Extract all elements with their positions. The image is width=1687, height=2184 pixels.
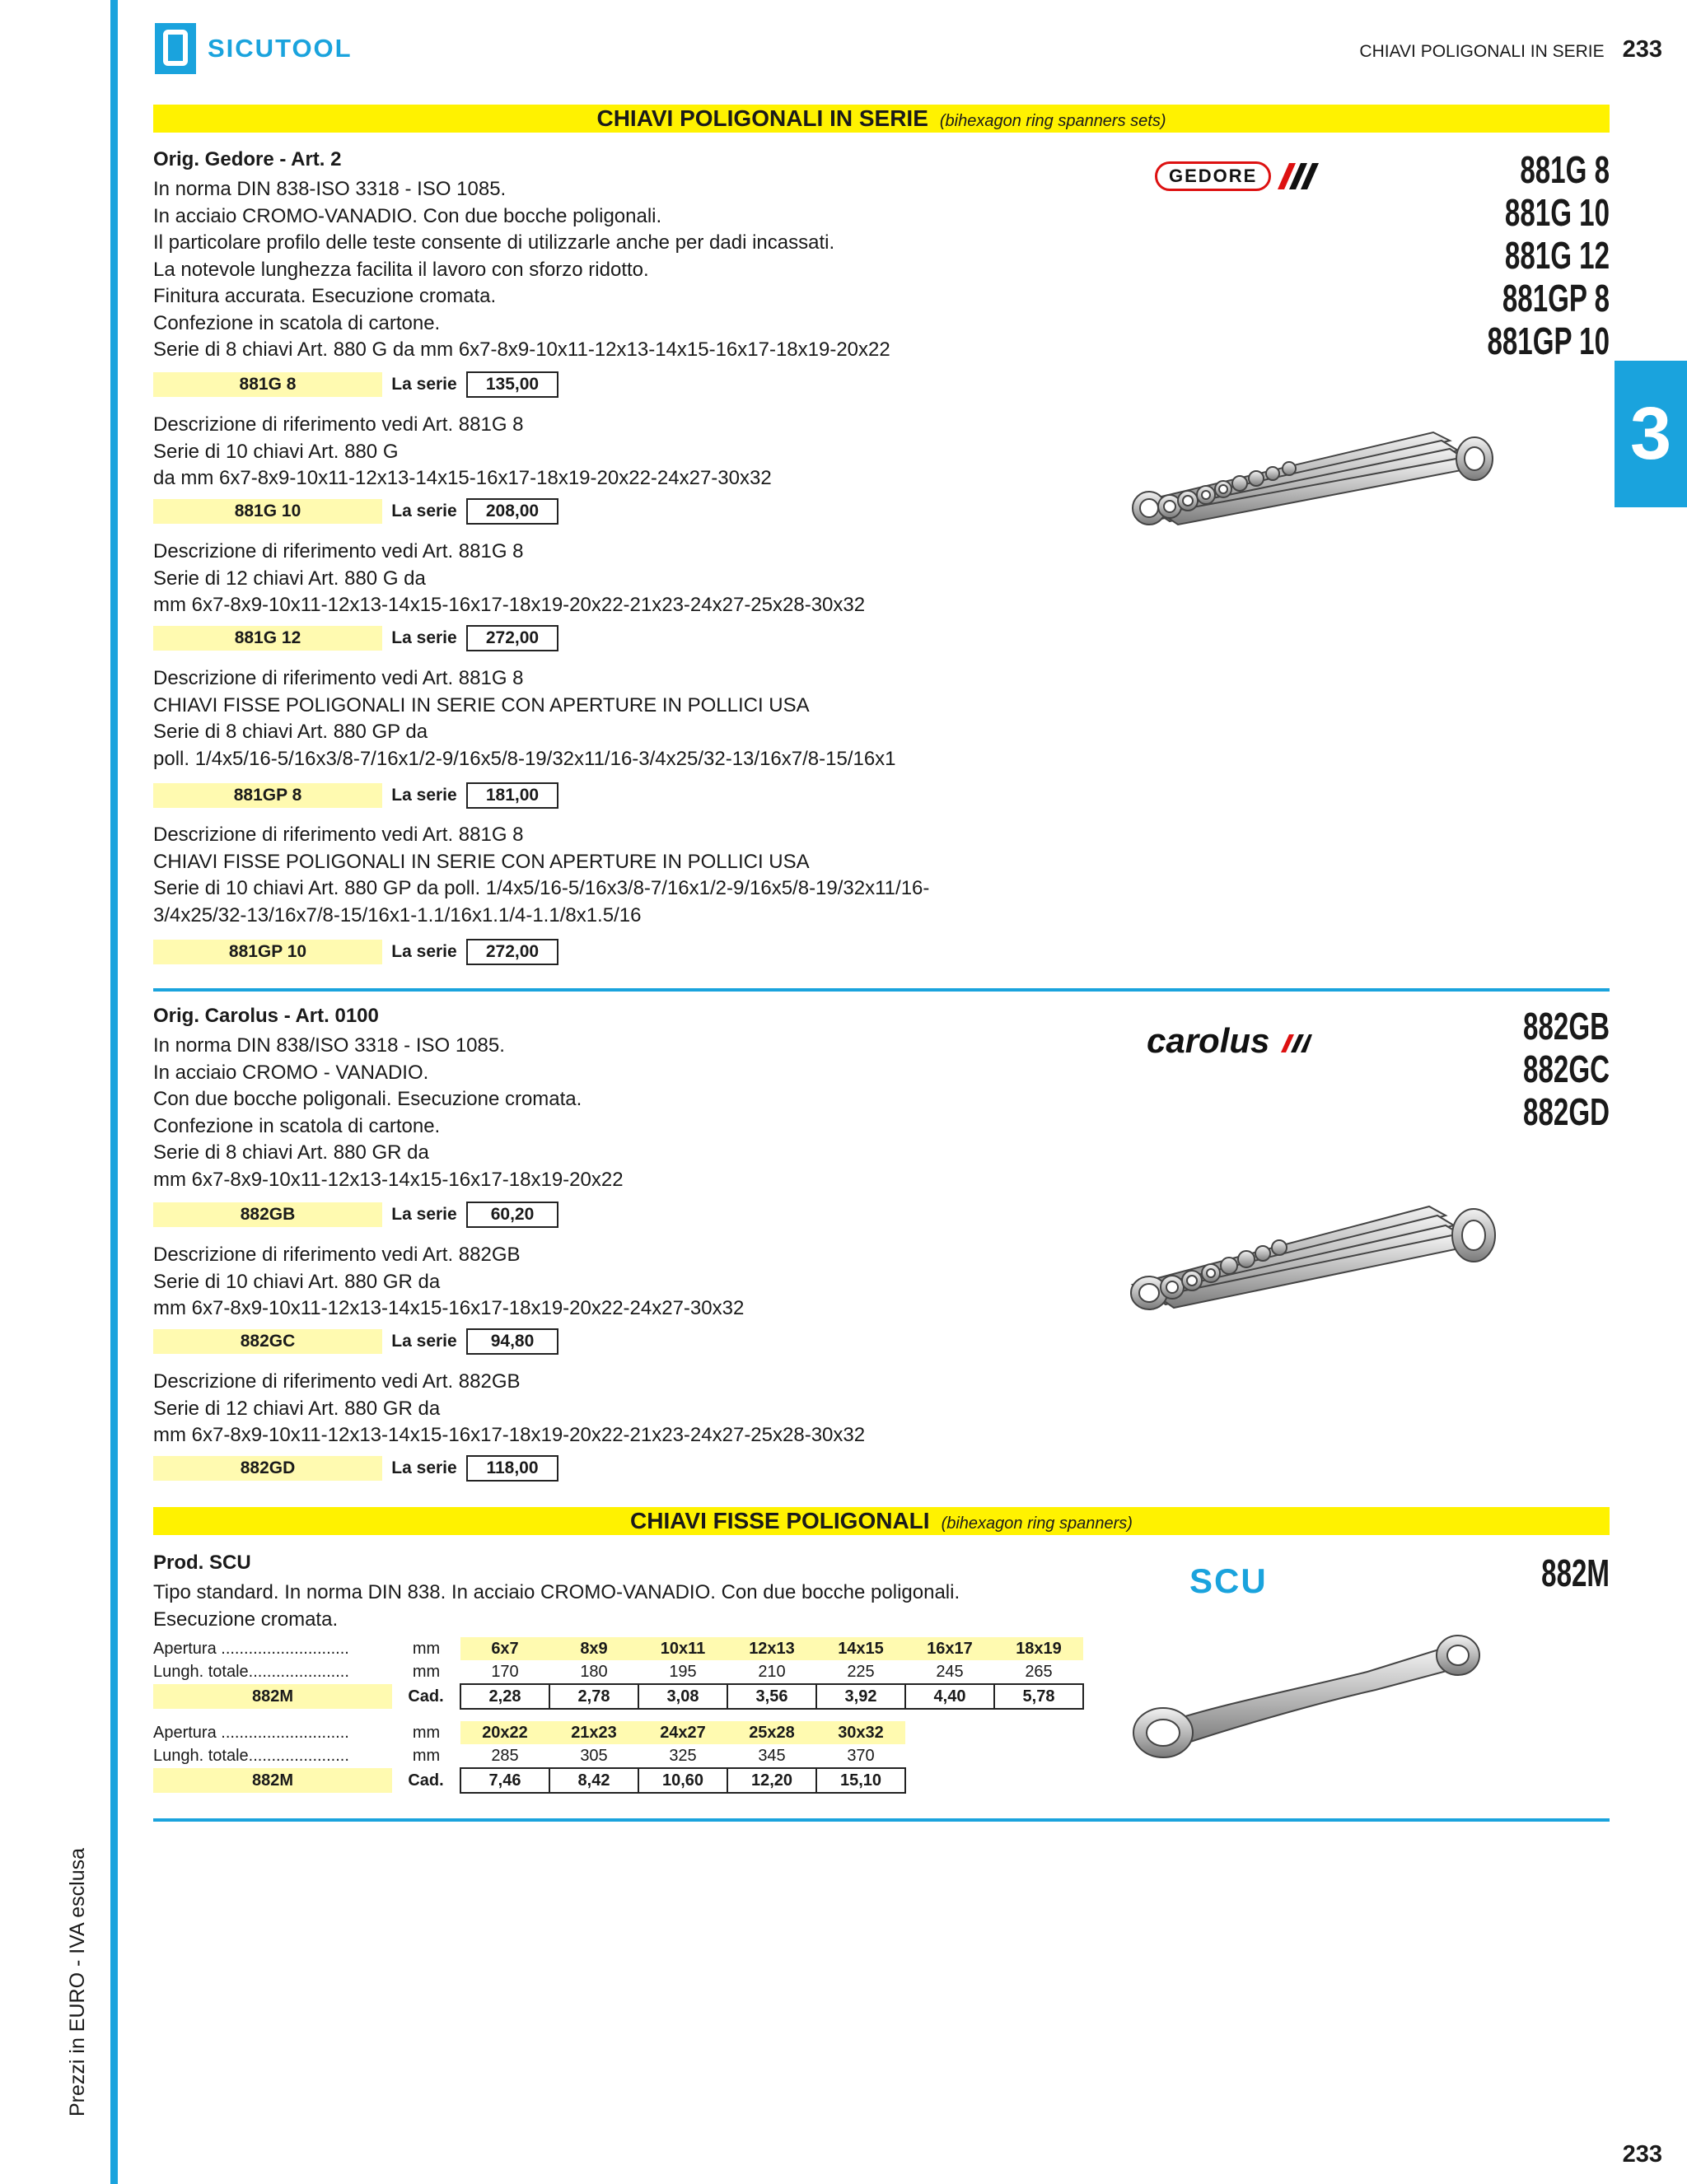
item-description — [153, 665, 896, 772]
desc-line: Serie di 12 chiavi Art. 880 GR da — [153, 1397, 441, 1420]
desc-line: Descrizione di riferimento vedi Art. 882GB — [153, 1370, 521, 1393]
price-label: La serie — [391, 1458, 457, 1477]
size-cell: 16x17 — [905, 1637, 994, 1660]
desc-line: Descrizione di riferimento vedi Art. 882GB — [153, 1244, 521, 1266]
desc-line: poll. 1/4x5/16-5/16x3/8-7/16x1/2-9/16x5/8-19/32x11/16-3/4x25/32-13/16x7/8-15/16x1 — [153, 747, 896, 770]
brand-name: SICUTOOL — [208, 34, 353, 63]
price-label: La serie — [391, 786, 457, 805]
section-tab[interactable]: 3 — [1615, 361, 1687, 507]
price-value: 94,80 — [466, 1328, 558, 1355]
carolus-code-list — [1395, 1005, 1610, 1133]
desc-line: Esecuzione cromata. — [153, 1608, 339, 1631]
product-code: 881G 12 — [1504, 234, 1610, 277]
size-cell: 10x11 — [638, 1637, 727, 1660]
desc-line: Serie di 10 chiavi Art. 880 GR da — [153, 1270, 441, 1293]
row-code[interactable]: 882M — [153, 1684, 392, 1709]
price-value: 272,00 — [466, 625, 558, 651]
article-code[interactable]: 881G 10 — [153, 499, 382, 524]
price-cell: 8,42 — [549, 1768, 638, 1793]
desc-line: mm 6x7-8x9-10x11-12x13-14x15-16x17-18x19-20x22 — [153, 1168, 624, 1191]
size-cell: 14x15 — [816, 1637, 905, 1660]
desc-line: da mm 6x7-8x9-10x11-12x13-14x15-16x17-18x19-20x22-24x27-30x32 — [153, 467, 772, 489]
price-label: La serie — [391, 942, 457, 961]
section-bar-single — [153, 1507, 1610, 1535]
item-description — [153, 539, 865, 619]
item-description — [153, 412, 772, 492]
price-row — [153, 1456, 558, 1481]
desc-line: mm 6x7-8x9-10x11-12x13-14x15-16x17-18x19-20x22-21x23-24x27-25x28-30x32 — [153, 1424, 866, 1446]
article-code[interactable]: 882GC — [153, 1329, 382, 1354]
desc-line: In acciaio CROMO-VANADIO. Con due bocche poligonali. — [153, 204, 662, 227]
product-code: 881GP 10 — [1487, 320, 1610, 362]
price-row — [153, 783, 558, 808]
article-code[interactable]: 882GD — [153, 1456, 382, 1481]
price-cell: 3,08 — [638, 1684, 727, 1709]
article-code[interactable]: 882GB — [153, 1202, 382, 1227]
section-subtitle: (bihexagon ring spanners) — [941, 1514, 1133, 1533]
price-cell: 7,46 — [460, 1768, 549, 1793]
size-cell: 12x13 — [727, 1637, 816, 1660]
scu-spanner-image — [1120, 1622, 1499, 1771]
table-row — [153, 1721, 905, 1744]
table-row — [153, 1660, 1083, 1684]
price-value: 272,00 — [466, 939, 558, 965]
table-row — [153, 1744, 905, 1768]
length-cell: 195 — [669, 1662, 697, 1681]
price-row — [153, 626, 558, 651]
carolus-heading: Orig. Carolus - Art. 0100 — [153, 1005, 379, 1027]
size-cell: 6x7 — [460, 1637, 549, 1660]
product-code: 882GD — [1523, 1090, 1610, 1133]
gedore-heading: Orig. Gedore - Art. 2 — [153, 148, 342, 170]
length-cell: 180 — [580, 1662, 608, 1681]
desc-line: Serie di 10 chiavi Art. 880 G — [153, 440, 399, 463]
unit: Cad. — [408, 1687, 444, 1706]
price-row — [153, 1329, 558, 1354]
length-cell: 210 — [758, 1662, 786, 1681]
page-header — [1359, 36, 1662, 63]
price-cell: 2,28 — [460, 1684, 549, 1709]
article-code[interactable]: 881G 12 — [153, 626, 382, 651]
desc-line: Descrizione di riferimento vedi Art. 881G 8 — [153, 413, 524, 436]
desc-line: Con due bocche poligonali. Esecuzione cromata. — [153, 1088, 582, 1110]
section-title: CHIAVI POLIGONALI IN SERIE — [596, 105, 928, 131]
desc-line: Descrizione di riferimento vedi Art. 881G 8 — [153, 540, 524, 562]
price-note: Prezzi in EURO - IVA esclusa — [66, 1847, 89, 2116]
size-cell: 21x23 — [549, 1721, 638, 1744]
table-row — [153, 1684, 1083, 1709]
product-code: 881G 8 — [1520, 148, 1610, 191]
price-label: La serie — [391, 1332, 457, 1351]
sicutool-logo — [155, 23, 353, 74]
left-accent-bar — [110, 0, 118, 2184]
length-cell: 285 — [491, 1746, 519, 1765]
price-row — [153, 1202, 558, 1227]
length-cell: 345 — [758, 1746, 786, 1765]
price-row — [153, 940, 558, 964]
price-label: La serie — [391, 628, 457, 647]
size-cell: 24x27 — [638, 1721, 727, 1744]
length-cell: 170 — [491, 1662, 519, 1681]
price-cell: 15,10 — [816, 1768, 905, 1793]
price-label: La serie — [391, 502, 457, 520]
product-code: 881GP 8 — [1502, 277, 1610, 320]
gedore-description — [153, 176, 890, 364]
carolus-stripes-icon — [1279, 1034, 1312, 1052]
item-description — [153, 822, 929, 929]
scu-code — [1395, 1552, 1610, 1594]
price-value: 181,00 — [466, 782, 558, 809]
price-cell: 3,92 — [816, 1684, 905, 1709]
article-code[interactable]: 881GP 8 — [153, 783, 382, 808]
product-code: 882M — [1541, 1552, 1610, 1594]
price-row — [153, 372, 558, 397]
desc-line: Il particolare profilo delle teste consente di utilizzarle anche per dadi incassati. — [153, 231, 835, 254]
section-divider — [153, 988, 1610, 992]
desc-line: 3/4x25/32-13/16x7/8-15/16x1-1.1/16x1.1/4-1.1/8x1.5/16 — [153, 903, 642, 926]
scu-description — [153, 1580, 960, 1633]
table-row — [153, 1768, 905, 1793]
desc-line: In norma DIN 838-ISO 3318 - ISO 1085. — [153, 178, 507, 200]
desc-line: Tipo standard. In norma DIN 838. In acciaio CROMO-VANADIO. Con due bocche poligonali. — [153, 1581, 960, 1603]
unit: mm — [412, 1639, 441, 1658]
scu-logo: SCU — [1189, 1561, 1268, 1600]
unit: mm — [412, 1747, 441, 1765]
desc-line: In norma DIN 838/ISO 3318 - ISO 1085. — [153, 1034, 505, 1057]
length-cell: 325 — [669, 1746, 697, 1765]
gedore-spanner-set-image — [1120, 416, 1507, 539]
carolus-logo-text: carolus — [1147, 1021, 1270, 1060]
section-subtitle: (bihexagon ring spanners sets) — [939, 112, 1166, 130]
size-cell: 20x22 — [460, 1721, 549, 1744]
desc-line: Confezione in scatola di cartone. — [153, 311, 441, 334]
desc-line: Serie di 12 chiavi Art. 880 G da — [153, 567, 426, 590]
row-label: Lungh. totale...................... — [153, 1747, 349, 1765]
gedore-stripes-icon — [1271, 163, 1320, 189]
desc-line: La notevole lunghezza facilita il lavoro con sforzo ridotto. — [153, 258, 649, 281]
unit: mm — [412, 1723, 441, 1742]
product-code: 881G 10 — [1504, 191, 1610, 234]
price-value: 60,20 — [466, 1202, 558, 1228]
gedore-logo-text: GEDORE — [1155, 161, 1271, 191]
desc-line: CHIAVI FISSE POLIGONALI IN SERIE CON APERTURE IN POLLICI USA — [153, 850, 810, 873]
desc-line: mm 6x7-8x9-10x11-12x13-14x15-16x17-18x19-20x22-24x27-30x32 — [153, 1297, 745, 1319]
desc-line: In acciaio CROMO - VANADIO. — [153, 1061, 429, 1084]
section-divider — [153, 1818, 1610, 1822]
size-cell: 25x28 — [727, 1721, 816, 1744]
size-table — [153, 1721, 906, 1794]
sicutool-logo-icon — [155, 23, 196, 74]
header-title: CHIAVI POLIGONALI IN SERIE — [1359, 42, 1605, 61]
desc-line: Serie di 8 chiavi Art. 880 G da mm 6x7-8x9-10x11-12x13-14x15-16x17-18x19-20x22 — [153, 338, 890, 361]
carolus-description — [153, 1033, 624, 1193]
length-cell: 225 — [847, 1662, 875, 1681]
product-code: 882GC — [1523, 1048, 1610, 1090]
article-code[interactable]: 881GP 10 — [153, 940, 382, 964]
price-value: 135,00 — [466, 371, 558, 398]
price-value: 118,00 — [466, 1455, 558, 1482]
price-cell: 3,56 — [727, 1684, 816, 1709]
size-cell: 8x9 — [549, 1637, 638, 1660]
size-cell: 30x32 — [816, 1721, 905, 1744]
price-cell: 2,78 — [549, 1684, 638, 1709]
price-label: La serie — [391, 1205, 457, 1224]
price-label: La serie — [391, 375, 457, 394]
desc-line: Descrizione di riferimento vedi Art. 881G 8 — [153, 667, 524, 689]
section-bar-sets — [153, 105, 1610, 133]
section-title: CHIAVI FISSE POLIGONALI — [630, 1508, 930, 1533]
length-cell: 370 — [847, 1746, 875, 1765]
row-label: Apertura ............................ — [153, 1723, 349, 1742]
gedore-code-list — [1395, 148, 1610, 362]
length-cell: 245 — [936, 1662, 964, 1681]
desc-line: Serie di 8 chiavi Art. 880 GR da — [153, 1141, 429, 1164]
carolus-spanner-set-image — [1116, 1186, 1512, 1326]
price-cell: 5,78 — [994, 1684, 1083, 1709]
unit: mm — [412, 1663, 441, 1681]
price-cell: 12,20 — [727, 1768, 816, 1793]
desc-line: mm 6x7-8x9-10x11-12x13-14x15-16x17-18x19-20x22-21x23-24x27-25x28-30x32 — [153, 594, 866, 616]
desc-line: Descrizione di riferimento vedi Art. 881G 8 — [153, 824, 524, 846]
row-label: Lungh. totale...................... — [153, 1663, 349, 1681]
desc-line: Finitura accurata. Esecuzione cromata. — [153, 285, 497, 307]
item-description — [153, 1242, 744, 1323]
length-cell: 265 — [1025, 1662, 1053, 1681]
size-cell: 18x19 — [994, 1637, 1083, 1660]
desc-line: Confezione in scatola di cartone. — [153, 1114, 441, 1137]
item-description — [153, 1369, 865, 1449]
desc-line: CHIAVI FISSE POLIGONALI IN SERIE CON APERTURE IN POLLICI USA — [153, 693, 810, 716]
size-table — [153, 1637, 1084, 1710]
header-page-number: 233 — [1622, 36, 1662, 63]
desc-line: Serie di 10 chiavi Art. 880 GP da poll. 1/4x5/16-5/16x3/8-7/16x1/2-9/16x5/8-19/32x11/16- — [153, 877, 930, 899]
row-code[interactable]: 882M — [153, 1768, 392, 1793]
product-code: 882GB — [1523, 1005, 1610, 1048]
price-cell: 10,60 — [638, 1768, 727, 1793]
price-value: 208,00 — [466, 498, 558, 525]
footer-page-number: 233 — [1622, 2141, 1662, 2168]
scu-heading: Prod. SCU — [153, 1552, 251, 1574]
table-row — [153, 1637, 1083, 1660]
price-cell: 4,40 — [905, 1684, 994, 1709]
article-code[interactable]: 881G 8 — [153, 372, 382, 397]
price-row — [153, 499, 558, 524]
row-label: Apertura ............................ — [153, 1639, 349, 1658]
length-cell: 305 — [580, 1746, 608, 1765]
unit: Cad. — [408, 1771, 444, 1790]
carolus-logo — [1147, 1021, 1312, 1061]
desc-line: Serie di 8 chiavi Art. 880 GP da — [153, 721, 428, 743]
gedore-logo — [1155, 161, 1320, 191]
